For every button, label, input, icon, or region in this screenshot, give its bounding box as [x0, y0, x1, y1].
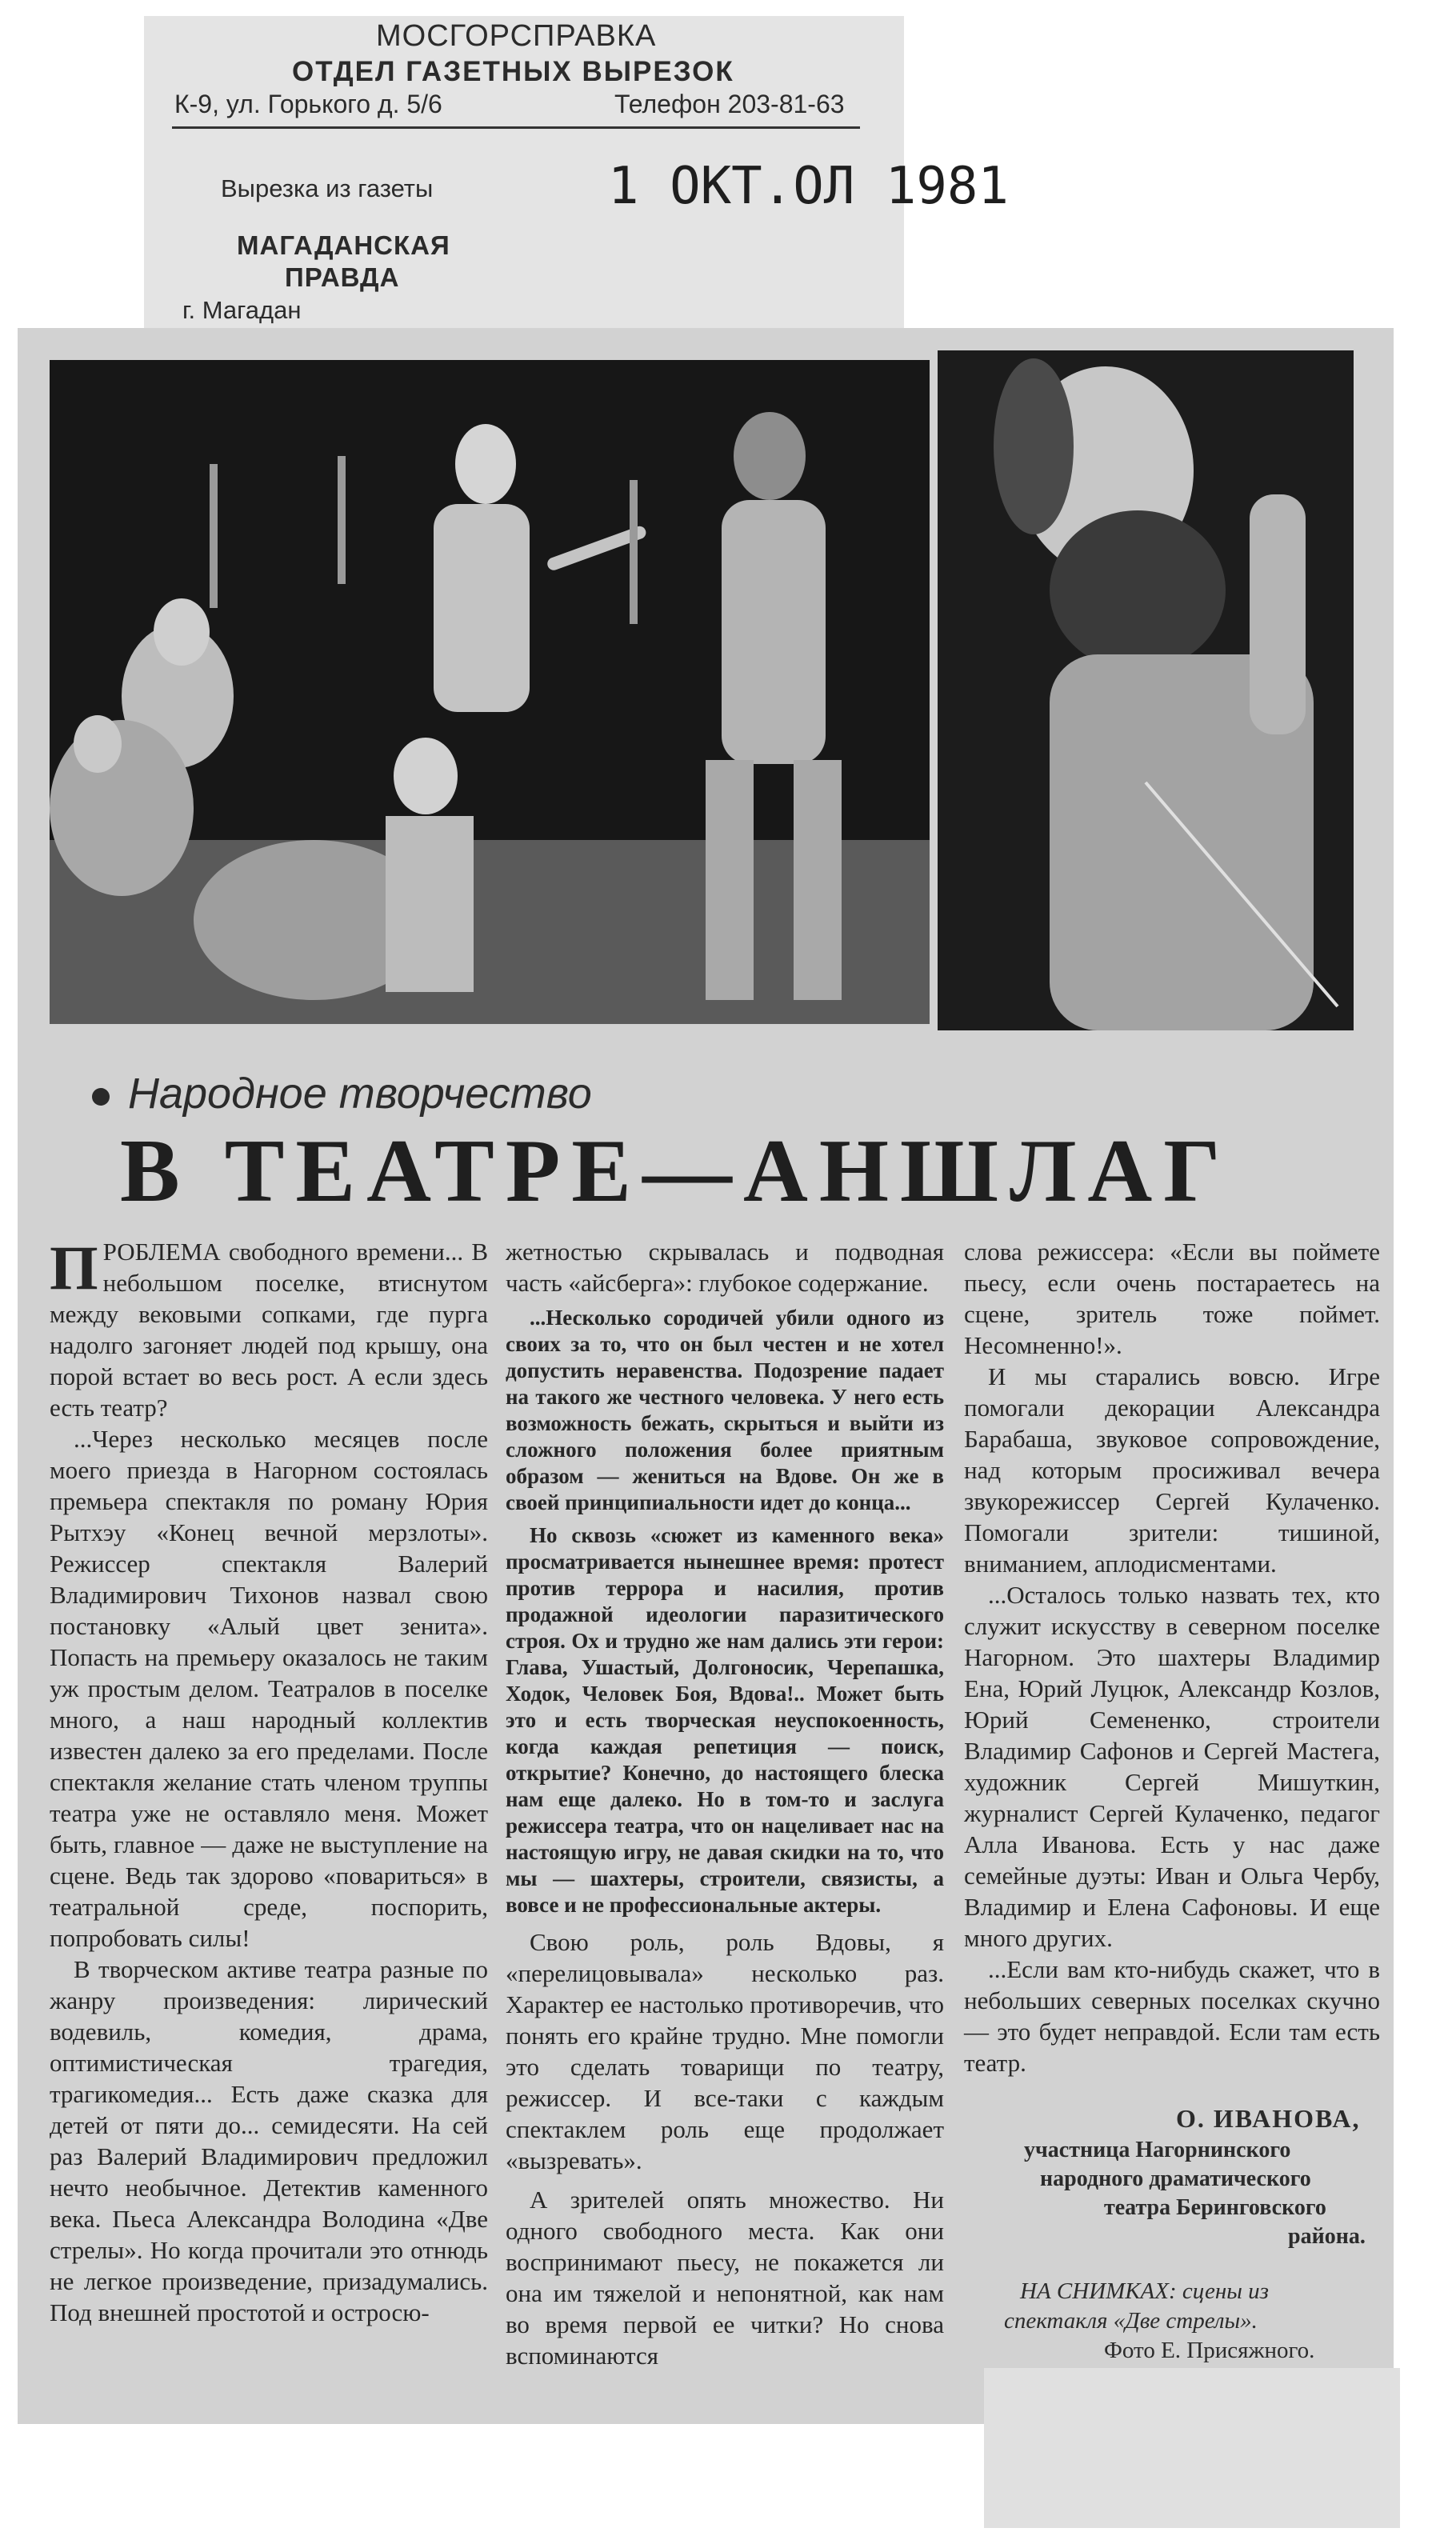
photo-caption: спектакля «Две стрелы».	[1004, 2308, 1258, 2334]
photo-bearded-actor	[938, 350, 1354, 1030]
column-1	[50, 1233, 488, 2328]
paragraph: В творческом активе театра разные по жанру произведения: лирический водевиль, комедия, драма, оптимистическая трагедия, трагикомедия... Есть даже сказка для детей от пяти до... семидесяти. На сей раз Валерий Владимирович предложил нечто необычное. Детектив каменного века. Пьеса Александра Володина «Две стрелы». Но когда прочитали это отнюдь не легкое произведение, призадумались. Под внешней простотой и остросю-	[50, 1955, 488, 2326]
column-2	[506, 1236, 944, 2371]
date-stamp: 1 ОКТ.ОЛ 1981	[608, 157, 1009, 216]
agency-name: МОСГОРСПРАВКА	[376, 19, 657, 53]
author-role: района.	[1288, 2224, 1366, 2249]
newspaper-city: г. Магадан	[182, 296, 302, 324]
agency-phone: Телефон 203-81-63	[614, 90, 845, 118]
paragraph: жетностью скрывалась и подводная часть «айсберга»: глубокое содержание.	[506, 1238, 944, 1297]
newspaper-name-line2: ПРАВДА	[285, 262, 400, 292]
headline: В ТЕАТРЕ—АНШЛАГ	[120, 1122, 1232, 1221]
paragraph: слова режиссера: «Если вы поймете пьесу, если очень постараетесь на сцене, зритель тоже поймет. Несомненно!».	[964, 1238, 1380, 1359]
paragraph: ...Осталось только назвать тех, кто служит искусству в северном поселке Нагорном. Это шахтеры Владимир Ена, Юрий Луцюк, Александр Козлов, Юрий Семененко, строители Владимир Сафонов и Сергей Мастега, художник Сергей Мишуткин, журналист Сергей Кулаченко, педагог Алла Иванова. Есть у нас даже семейные дуэты: Иван и Ольга Чербу, Владимир и Елена Сафоновы. И еще много других.	[964, 1581, 1380, 1952]
backing-sheet	[984, 2368, 1400, 2528]
author-role: театра Беринговского	[1104, 2195, 1326, 2220]
paragraph: И мы старались вовсю. Игре помогали декорации Александра Барабаша, звуковое сопровождение, над которым просиживал вечера звукорежиссер Сергей Кулаченко. Помогали зрители: тишиной, вниманием, аплодисментами.	[964, 1362, 1380, 1578]
stamp-rule	[172, 126, 860, 129]
rubric-bullet	[92, 1088, 110, 1106]
drop-cap: П	[50, 1233, 98, 1302]
photo-stage-scene	[50, 360, 930, 1024]
newspaper-name-line1: МАГАДАНСКАЯ	[237, 230, 450, 260]
author-name: О. ИВАНОВА,	[1176, 2104, 1361, 2133]
paragraph: А зрителей опять множество. Ни одного свободного места. Как они воспринимают пьесу, не покажется ли она им тяжелой и непонятной, как нам во время первой ее читки? Но снова вспоминаются	[506, 2186, 944, 2370]
author-role: народного драматического	[1040, 2166, 1311, 2191]
column-3	[964, 1236, 1380, 2078]
paragraph: ...Если вам кто-нибудь скажет, что в небольших северных поселках скучно — это будет неправдой. Если там есть театр.	[964, 1955, 1380, 2077]
agency-address: К-9, ул. Горького д. 5/6	[174, 90, 442, 118]
clip-from-label: Вырезка из газеты	[221, 174, 434, 202]
department-name: ОТДЕЛ ГАЗЕТНЫХ ВЫРЕЗОК	[292, 56, 734, 87]
paragraph: Свою роль, роль Вдовы, я «перелицовывала» несколько раз. Характер ее настолько противоречив, что понять его крайне трудно. Мне помогли это сделать товарищи по театру, режиссер. И все-таки с каждым спектаклем роль еще продолжает «вызревать».	[506, 1928, 944, 2174]
plot-summary: ...Несколько сородичей убили одного из своих за то, что он был честен и не хотел допустить неравенства. Подозрение падает на такого же честного человека. У него есть возможность бежать, скрыться и выйти из сложного положения более приятным образом — жениться на Вдове. Он же в своей принципиальности идет до конца...	[506, 1306, 944, 1514]
plot-commentary: Но сквозь «сюжет из каменного века» просматривается нынешнее время: протест против террора и насилия, против продажной идеологии паразитического строя. Ох и трудно же нам дались эти герои: Глава, Ушастый, Долгоносик, Черепашка, Ходок, Человек Боя, Вдова!.. Может быть это и есть творческая неуспокоенность, когда каждая репетиция — поиск, открытие? Конечно, до настоящего блеска нам еще далеко. Но в том-то и заслуга режиссера театра, что он нацеливает нас на настоящую игру, не давая скидки на то, что мы — шахтеры, строители, связисты, а вовсе и не профессиональные актеры.	[506, 1523, 944, 1917]
author-role: участница Нагорнинского	[1024, 2138, 1291, 2162]
lead-paragraph: ПРОБЛЕМА свободного времени... В небольшом поселке, втиснутом между вековыми сопками, где пурга надолго загоняет людей под крышу, она порой встает во весь рост. А если здесь есть театр?	[50, 1233, 488, 1422]
photo-caption: НА СНИМКАХ: сцены из	[1020, 2278, 1269, 2304]
paragraph: ...Через несколько месяцев после моего приезда в Нагорном состоялась премьера спектакля по роману Юрия Рытхэу «Конец вечной мерзлоты». Режиссер спектакля Валерий Владимирович Тихонов назвал свою постановку «Алый цвет зенита». Попасть на премьеру оказалось не таким уж простым делом. Театралов в поселке много, а наш народный коллектив известен далеко за его пределами. После спектакля желание стать членом труппы театра уже не оставляло меня. Может быть, главное — даже не выступление на сцене. Ведь так здорово «повариться» в театральной среде, поспорить, попробовать силы!	[50, 1425, 488, 1952]
rubric: Народное творчество	[128, 1070, 592, 1118]
photo-credit: Фото Е. Присяжного.	[1104, 2338, 1315, 2363]
